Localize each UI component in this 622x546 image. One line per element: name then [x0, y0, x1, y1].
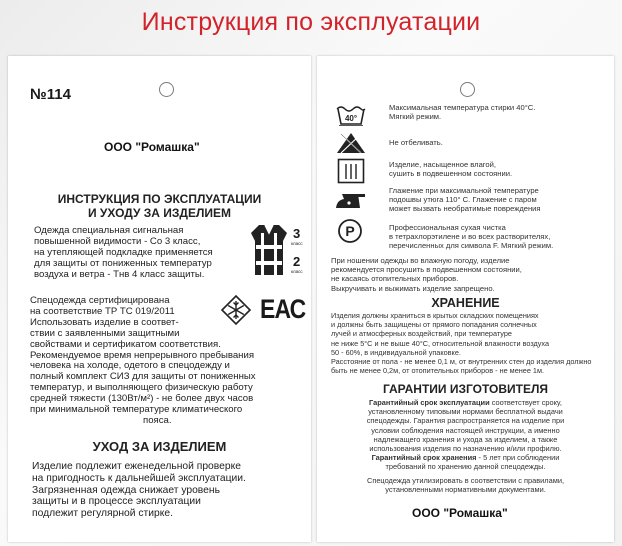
- wet-weather-text: [331, 256, 522, 293]
- hi-vis-vest-icon: [249, 223, 289, 277]
- hang-hole-icon: [460, 82, 475, 97]
- text-line: воздуха и ветра - Тнв 4 класс защиты.: [34, 268, 205, 280]
- text-line: на утепляющей подкладке применяется: [34, 246, 213, 258]
- text-line: не ниже 5°С и не выше 40°С, относительной влажности воздуха: [331, 338, 550, 348]
- wash-40-icon: [335, 104, 367, 126]
- text-line: лучей и атмосферных воздействий, при температуре: [331, 329, 512, 339]
- text-line: рекомендуется просушить в подвешенном состоянии,: [331, 265, 522, 275]
- dry-clean-p-icon: [337, 218, 363, 244]
- text-line: Не отбеливать.: [389, 138, 443, 147]
- text-line: повышенной видимости - Со 3 класс,: [34, 235, 201, 247]
- vest-class-word: класс: [291, 269, 303, 274]
- warranty-bold: Гарантийный срок хранения: [371, 453, 477, 463]
- main-heading-line: ИНСТРУКЦИЯ ПО ЭКСПЛУАТАЦИИ: [57, 192, 262, 206]
- dry-clean-letter: P: [345, 223, 355, 239]
- text-line: установленными нормативными документами.: [385, 485, 546, 495]
- text-line: условии соблюдения настоящей инструкции, а именно: [371, 425, 560, 435]
- warranty-heading: ГАРАНТИИ ИЗГОТОВИТЕЛЯ: [382, 382, 549, 396]
- text-line: в тетрахлорэтилене и во всех растворителях,: [389, 232, 551, 242]
- vest-class-word: класс: [291, 241, 303, 246]
- text-line: использования изделия по назначению и/или профилю.: [369, 444, 562, 454]
- no-bleach-icon: [335, 132, 367, 154]
- text-line: надлежащего хранения и ухода за изделием, а также: [373, 434, 558, 444]
- warranty-text: [317, 398, 614, 472]
- text-line: человека на холоде, одетого в спецодежду и: [30, 360, 230, 372]
- text-line: для защиты от пониженных температур: [34, 257, 212, 269]
- care-heading: УХОД ЗА ИЗДЕЛИЕМ: [92, 439, 227, 454]
- text-line: защиты и в процессе эксплуатации: [32, 496, 201, 508]
- text-line: Спецодежда утилизировать в соответствии с правилами,: [366, 476, 564, 485]
- care-symbol-text: [389, 160, 512, 178]
- text-line: Использовать изделие в соответ-: [30, 316, 179, 328]
- care-text: [32, 461, 246, 520]
- text-line: требований по хранению данной спецодежды.: [385, 462, 546, 472]
- warranty-plain: соответствует сроку,: [489, 398, 562, 407]
- intro-text: [34, 226, 213, 281]
- wash-temp-label: 40°: [344, 114, 358, 123]
- storage-text: [331, 311, 591, 375]
- hang-hole-icon: [159, 82, 174, 97]
- text-line: перечисленных для символа F. Мягкий режим.: [389, 241, 554, 251]
- text-line: Загрязненная одежда снижает уровень: [32, 484, 220, 496]
- text-line: Профессиональная сухая чистка: [389, 223, 506, 232]
- text-line: 50 - 60%, в индивидуальной упаковке.: [331, 347, 461, 357]
- eac-mark: ЕАС: [260, 294, 306, 324]
- text-line: средней тяжести (130Вт/м²) - не более двух часов: [30, 393, 254, 405]
- text-line: Расстояние от пола - не менее 0,1 м, от внутренних стен до изделия должно: [331, 357, 592, 367]
- warranty-plain: - 5 лет при соблюдении: [476, 453, 560, 463]
- text-line: полный комплект СИЗ для защиты от пониженных: [30, 371, 256, 383]
- instruction-card-right: [317, 56, 614, 542]
- vest-class-bottom: 2: [293, 254, 301, 269]
- text-line: на соответствие ТР ТС 019/2011: [30, 305, 175, 317]
- text-line: [317, 398, 614, 407]
- text-line: Изделия должны храниться в крытых складских помещениях: [331, 311, 539, 320]
- text-line: Глажение при максимальной температуре: [389, 186, 539, 195]
- text-line: Спецодежда сертифицирована: [30, 295, 170, 306]
- warranty-bold: Гарантийный срок эксплуатации: [369, 398, 490, 407]
- line-dry-icon: [337, 158, 365, 184]
- text-line: не касаясь отопительных приборов.: [331, 274, 459, 284]
- text-line: и должны быть защищены от прямого попадания солнечных: [331, 320, 537, 330]
- company-name: ООО "Ромашка": [104, 140, 200, 154]
- care-symbol-text: [389, 103, 535, 121]
- text-line: ствии с заявленными защитными: [30, 327, 180, 339]
- text-line: при минимальной температуре климатического: [30, 404, 243, 416]
- text-line: При ношении одежды во влажную погоду, изделие: [331, 256, 510, 265]
- recycle-text: [317, 476, 614, 494]
- text-line: Изделие, насыщенное влагой,: [389, 160, 496, 169]
- text-line: температур, и выполняющего физическую работу: [30, 382, 253, 394]
- text-line: подлежит регулярной стирке.: [32, 508, 173, 520]
- care-symbol-text: [389, 186, 541, 214]
- iron-icon: [334, 190, 368, 212]
- text-line: на пригодность к дальнейшей эксплуатации.: [32, 472, 246, 484]
- company-name: ООО "Ромашка": [412, 506, 508, 520]
- text-line: установленному типовыми нормами бесплатной выдачи: [368, 407, 563, 417]
- main-heading: [8, 192, 311, 220]
- text-line: Мягкий режим.: [389, 112, 442, 122]
- page-title: Инструкция по эксплуатации: [141, 8, 481, 36]
- text-line: спецодежды. Гарантия распространяется на изделие при: [366, 416, 565, 426]
- text-line: Рекомендуемое время непрерывного пребывания: [30, 349, 255, 361]
- certification-text: [30, 296, 256, 427]
- text-line: подошвы утюга 110° С. Глажение с паром: [389, 195, 537, 205]
- text-line: Выкручивать и выжимать изделие запрещено.: [331, 283, 495, 293]
- storage-heading: ХРАНЕНИЕ: [431, 296, 500, 310]
- care-symbol-text: [389, 138, 443, 147]
- text-line: быть не менее 0,2м, от отопительных приборов - не менее 1м.: [331, 366, 545, 376]
- text-line: Максимальная температура стирки 40°С.: [389, 103, 536, 112]
- text-line: свойствами и сертификатом соответствия.: [30, 338, 221, 350]
- care-symbol-text: [389, 223, 553, 251]
- text-line: пояса.: [143, 414, 172, 426]
- text-line: Одежда специальная сигнальная: [34, 225, 184, 236]
- text-line: может вызвать необратимые повреждения: [389, 204, 541, 214]
- vest-class-top: 3: [293, 226, 301, 241]
- text-line: Изделие подлежит еженедельной проверке: [32, 461, 241, 472]
- text-line: сушить в подвешенном состоянии.: [389, 169, 513, 179]
- instruction-card-left: [8, 56, 311, 542]
- main-heading-line: И УХОДУ ЗА ИЗДЕЛИЕМ: [87, 206, 232, 220]
- text-line: [317, 453, 614, 462]
- tag-number: №114: [30, 86, 71, 103]
